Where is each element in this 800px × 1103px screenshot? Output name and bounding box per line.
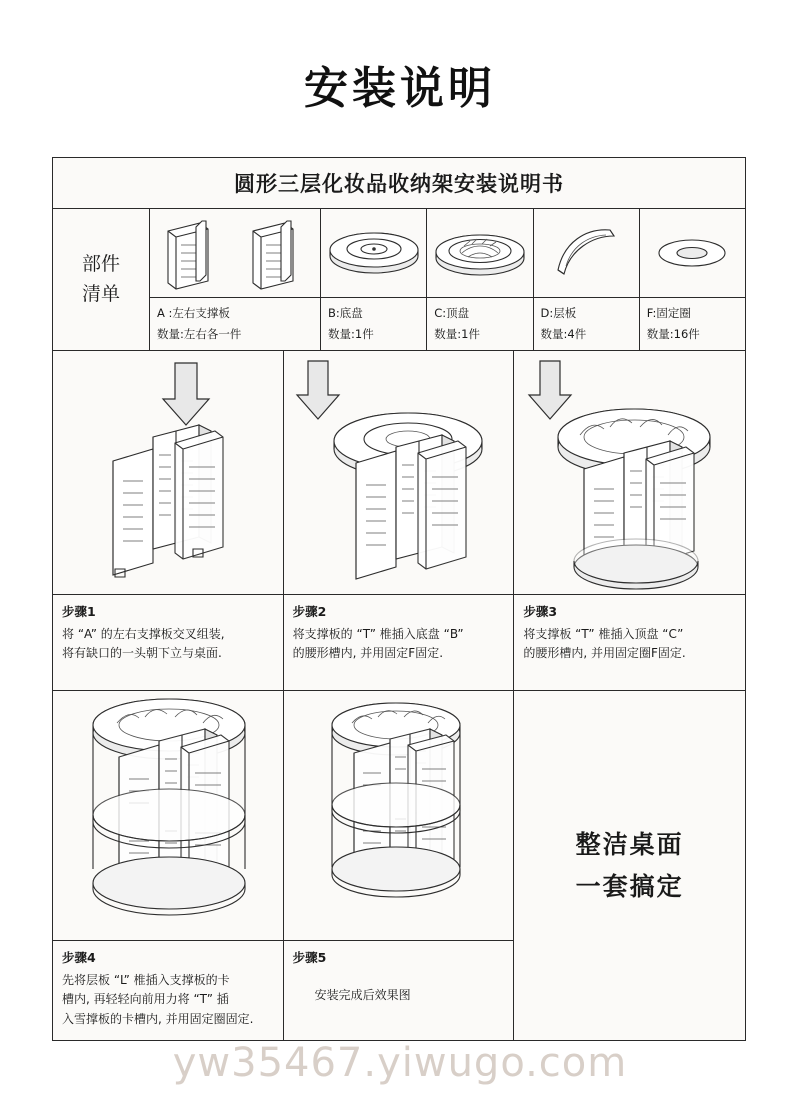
- step-3-line-1: 将支撑板 “T” 椎插入顶盘 “C”: [523, 627, 684, 641]
- step-2: [284, 351, 515, 691]
- page-title: 安装说明: [304, 63, 496, 114]
- part-name-d: D:层板: [540, 306, 577, 321]
- step-1-line-2: 将有缺口的一头朝下立与桌面.: [62, 646, 222, 661]
- part-cell-b: [321, 209, 427, 350]
- step-3-number: 步骤3: [523, 604, 558, 619]
- parts-label-line1: 部件: [81, 253, 120, 276]
- parts-label-line2: 清单: [81, 282, 120, 305]
- part-qty-f: 数量:16件: [646, 327, 700, 341]
- base-plate-icon: [321, 209, 426, 298]
- step-4-text: [62, 971, 274, 1029]
- step-1-line-1: 将 “A” 的左右支撑板交叉组装,: [62, 627, 225, 641]
- slogan-line-1: 整洁桌面: [575, 830, 684, 860]
- part-name-b: B:底盘: [328, 306, 363, 321]
- step-1-text: [62, 625, 274, 664]
- slogan-line-2: 一套搞定: [575, 871, 684, 901]
- support-panel-pair-icon: [150, 209, 320, 298]
- step-4: [53, 691, 284, 1041]
- step-3-line-2: 的腰形槽内, 并用固定圈F固定.: [523, 646, 686, 661]
- part-cell-f: [640, 209, 745, 350]
- step-2-line-1: 将支撑板的 “T” 椎插入底盘 “B”: [292, 627, 464, 641]
- top-plate-icon: [427, 209, 532, 298]
- document-title: 圆形三层化妆品收纳架安装说明书: [53, 158, 745, 209]
- parts-list-row: [53, 209, 745, 351]
- step-1-caption: [53, 594, 283, 690]
- part-qty-c: 数量:1件: [434, 327, 480, 341]
- step-5-illustration: [284, 691, 514, 940]
- part-cell-d: [534, 209, 640, 350]
- parts-list-label: [53, 209, 150, 350]
- step-5: [284, 691, 515, 1041]
- part-qty-b: 数量:1件: [328, 327, 374, 341]
- instruction-sheet: [52, 157, 746, 1041]
- step-4-number: 步骤4: [62, 950, 96, 965]
- step-4-line-3: 入雪撑板的卡槽内, 并用固定圈固定.: [62, 1011, 254, 1026]
- step-2-illustration: [284, 351, 514, 594]
- step-3-caption: [514, 594, 745, 690]
- step-4-caption: [53, 940, 283, 1040]
- step-2-caption: [284, 594, 514, 690]
- step-4-line-1: 先将层板 “L” 椎插入支撑板的卡: [62, 973, 230, 987]
- shelf-board-icon: [534, 209, 639, 298]
- step-5-text: [293, 986, 505, 1005]
- part-name-a: A :左右支撑板: [157, 306, 230, 321]
- part-qty-a: 数量:左右各一件: [157, 327, 242, 341]
- step-5-line-1: 安装完成后效果图: [314, 988, 411, 1002]
- step-3-text: [523, 625, 736, 664]
- part-name-c: C:顶盘: [434, 306, 470, 321]
- step-5-caption: [284, 940, 514, 1040]
- watermark: yw35467.yiwugo.com: [172, 1040, 628, 1086]
- part-cell-c: [427, 209, 533, 350]
- step-5-number: 步骤5: [292, 950, 327, 965]
- parts-cells: [150, 209, 745, 350]
- slogan: [576, 824, 684, 907]
- part-cell-a: [150, 209, 321, 350]
- fixing-ring-icon: [640, 209, 745, 298]
- step-3: [514, 351, 745, 691]
- step-2-number: 步骤2: [292, 604, 327, 619]
- part-qty-d: 数量:4件: [540, 327, 587, 341]
- step-2-line-2: 的腰形槽内, 并用固定F固定.: [292, 646, 444, 661]
- step-1: [53, 351, 284, 691]
- step-1-number: 步骤1: [62, 604, 96, 619]
- step-4-illustration: [53, 691, 283, 940]
- step-2-text: [293, 625, 505, 664]
- step-1-illustration: [53, 351, 283, 594]
- part-name-f: F:固定圈: [646, 306, 691, 321]
- slogan-cell: [514, 691, 745, 1041]
- step-4-line-2: 槽内, 再轻轻向前用力将 “T” 插: [62, 992, 229, 1007]
- step-3-illustration: [514, 351, 745, 594]
- steps-grid: [53, 351, 745, 1041]
